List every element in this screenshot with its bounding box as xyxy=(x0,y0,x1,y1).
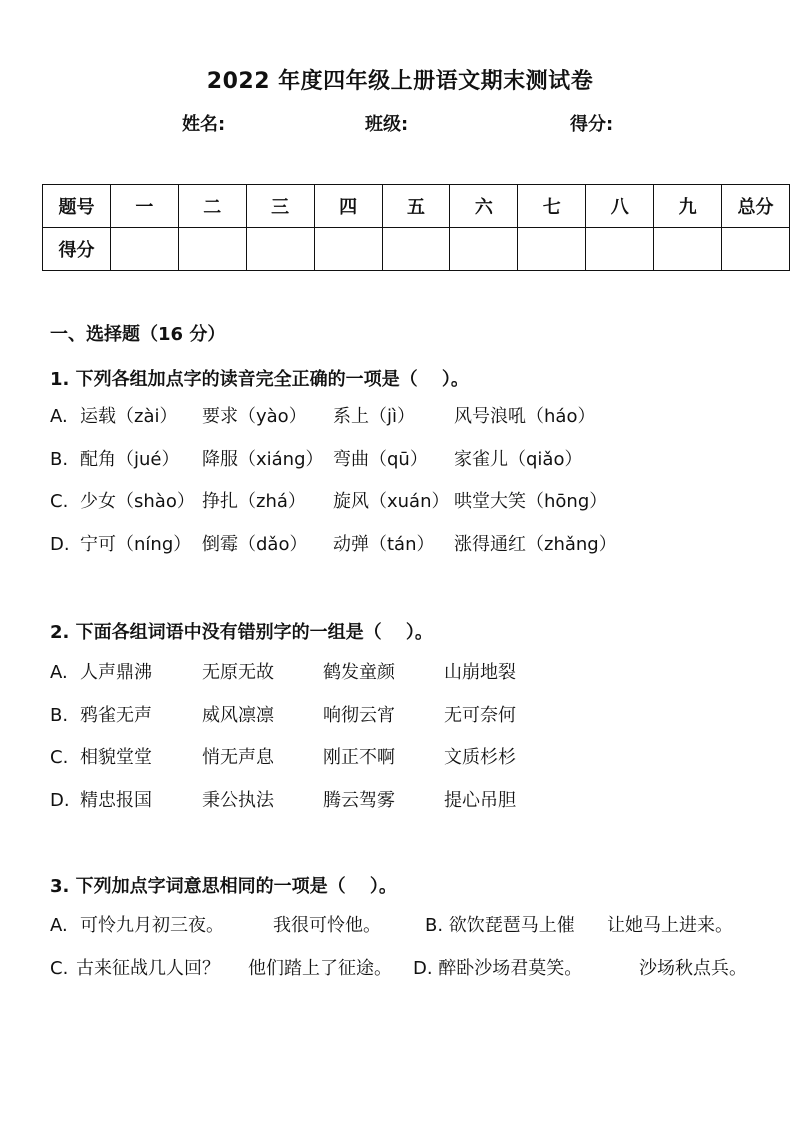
score-header-cell: 四 xyxy=(314,185,382,228)
score-cell[interactable] xyxy=(382,228,450,271)
option-item: 文质杉杉 xyxy=(444,747,516,768)
question-1-option-a xyxy=(50,402,595,428)
score-header-cell: 总分 xyxy=(722,185,790,228)
question-3-stem: 3. 下列加点字词意思相同的一项是（ ）。 xyxy=(50,876,397,897)
score-table-header-row xyxy=(43,185,790,228)
score-header-cell: 题号 xyxy=(43,185,111,228)
score-table-score-row xyxy=(43,228,790,271)
option-letter: D. xyxy=(50,534,70,555)
option-item: 无原无故 xyxy=(202,662,274,683)
question-1-option-c xyxy=(50,487,607,513)
option-item: 秉公执法 xyxy=(202,790,274,811)
option-item: 家雀儿（qiǎo） xyxy=(454,449,583,470)
option-item: 宁可（níng） xyxy=(80,534,192,555)
option-letter: C. xyxy=(50,491,69,512)
option-item: 他们踏上了征途。 xyxy=(248,958,392,979)
option-item: 哄堂大笑（hōng） xyxy=(454,491,608,512)
option-item: 旋风（xuán） xyxy=(333,491,450,512)
question-1-option-b xyxy=(50,445,582,471)
option-item: D. 醉卧沙场君莫笑。 xyxy=(413,958,583,979)
option-item: 配角（jué） xyxy=(80,449,180,470)
score-header-cell: 六 xyxy=(450,185,518,228)
score-table xyxy=(42,184,790,271)
question-2-option-a xyxy=(50,658,516,684)
option-item: 涨得通红（zhǎng） xyxy=(454,534,617,555)
option-item: 沙场秋点兵。 xyxy=(639,958,747,979)
score-cell[interactable] xyxy=(450,228,518,271)
score-header-cell: 五 xyxy=(382,185,450,228)
score-cell[interactable] xyxy=(722,228,790,271)
option-item: 古来征战几人回？ xyxy=(76,958,220,979)
score-header-cell: 一 xyxy=(110,185,178,228)
option-item: 挣扎（zhá） xyxy=(202,491,306,512)
option-item: 无可奈何 xyxy=(444,705,516,726)
question-1-stem: 1. 下列各组加点字的读音完全正确的一项是（ ）。 xyxy=(50,369,469,390)
option-item: 少女（shào） xyxy=(80,491,195,512)
score-cell[interactable] xyxy=(586,228,654,271)
option-item: 降服（xiáng） xyxy=(202,449,324,470)
question-2-option-d xyxy=(50,786,516,812)
score-row-label: 得分 xyxy=(43,228,111,271)
option-item: 让她马上进来。 xyxy=(607,915,733,936)
score-header-cell: 八 xyxy=(586,185,654,228)
option-item: B. 欲饮琵琶马上催 xyxy=(425,915,575,936)
option-item: 我很可怜他。 xyxy=(273,915,381,936)
score-cell[interactable] xyxy=(314,228,382,271)
option-item: 运载（zài） xyxy=(80,406,178,427)
option-letter: A. xyxy=(50,915,68,936)
class-label: 班级: xyxy=(365,114,409,135)
name-label: 姓名: xyxy=(182,114,226,135)
option-letter: C. xyxy=(50,958,69,979)
section-heading: 一、选择题（16 分） xyxy=(50,324,226,345)
option-item: 刚正不啊 xyxy=(323,747,395,768)
option-letter: B. xyxy=(50,705,69,726)
option-letter: C. xyxy=(50,747,69,768)
question-1-option-d xyxy=(50,530,617,556)
question-2-option-b xyxy=(50,701,516,727)
option-item: 精忠报国 xyxy=(80,790,152,811)
option-item: 腾云驾雾 xyxy=(323,790,395,811)
question-2-option-c xyxy=(50,743,516,769)
score-label: 得分: xyxy=(570,114,614,135)
option-item: 鹤发童颜 xyxy=(323,662,395,683)
option-item: 系上（jì） xyxy=(333,406,416,427)
score-header-cell: 三 xyxy=(246,185,314,228)
option-item: 弯曲（qū） xyxy=(333,449,428,470)
option-item: 人声鼎沸 xyxy=(80,662,152,683)
option-item: 响彻云宵 xyxy=(323,705,395,726)
score-header-cell: 二 xyxy=(178,185,246,228)
option-letter: A. xyxy=(50,406,68,427)
option-item: 鸦雀无声 xyxy=(80,705,152,726)
option-letter: D. xyxy=(50,790,70,811)
question-3-option-ab xyxy=(50,911,733,937)
question-2-stem: 2. 下面各组词语中没有错别字的一组是（ ）。 xyxy=(50,622,433,643)
option-item: 可怜九月初三夜。 xyxy=(80,915,224,936)
option-item: 山崩地裂 xyxy=(444,662,516,683)
score-header-cell: 九 xyxy=(654,185,722,228)
score-cell[interactable] xyxy=(178,228,246,271)
score-cell[interactable] xyxy=(654,228,722,271)
score-cell[interactable] xyxy=(518,228,586,271)
score-header-cell: 七 xyxy=(518,185,586,228)
option-item: 倒霉（dǎo） xyxy=(202,534,308,555)
score-cell[interactable] xyxy=(110,228,178,271)
option-item: 提心吊胆 xyxy=(444,790,516,811)
option-item: 动弹（tán） xyxy=(333,534,435,555)
page-title: 2022 年度四年级上册语文期末测试卷 xyxy=(206,69,594,94)
score-cell[interactable] xyxy=(246,228,314,271)
option-item: 相貌堂堂 xyxy=(80,747,152,768)
option-item: 要求（yào） xyxy=(202,406,307,427)
option-item: 悄无声息 xyxy=(202,747,274,768)
option-item: 风号浪吼（háo） xyxy=(454,406,596,427)
option-item: 威风凛凛 xyxy=(202,705,274,726)
option-letter: A. xyxy=(50,662,68,683)
question-3-option-cd xyxy=(50,954,747,980)
option-letter: B. xyxy=(50,449,69,470)
